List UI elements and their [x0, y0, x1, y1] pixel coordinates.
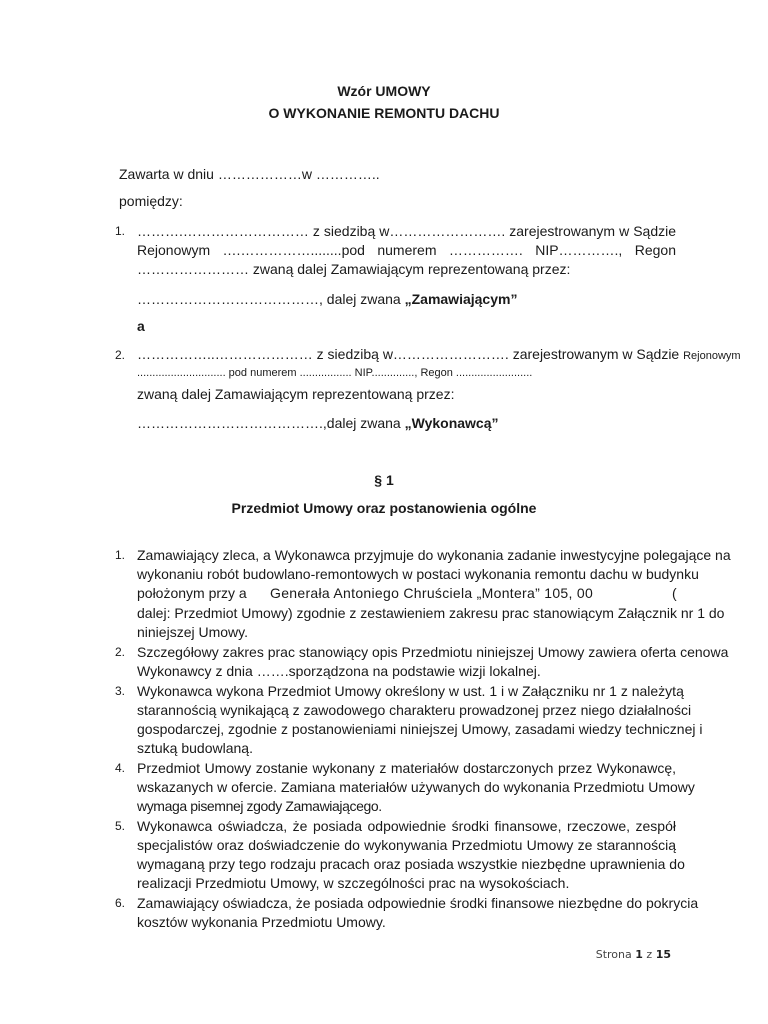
item-5-line: specjalistów oraz doświadczenie do wykonywania Przedmiotu Umowy ze starannością [137, 837, 676, 853]
party2-line2: ............................. pod numerem ................. NIP.............., Regon ......................... [137, 367, 533, 379]
item-1-paren: ( [672, 585, 677, 601]
party1-line1: ……….……………………… z siedzibą w……………………. zarejestrowanym w Sądzie [137, 223, 676, 239]
document-title: Wzór UMOWY [337, 83, 431, 99]
item-3-number: 3. [115, 684, 126, 698]
party1-line2: Rejonowym ….……………........pod numerem ……………. NIP…………., Regon [137, 242, 676, 258]
item-4-line: Przedmiot Umowy zostanie wykonany z materiałów dostarczonych przez Wykonawcę, [137, 760, 676, 776]
item-1-line: Zamawiający zleca, a Wykonawca przyjmuje do wykonania zadanie inwestycyjne polegające na [137, 547, 731, 563]
item-3-line: starannością wynikającą z zawodowego charakteru prowadzonej przez niego działalności [137, 702, 692, 718]
item-3-line: gospodarczej, zgodnie z postanowieniami niniejszej Umowy, zasadami wiedzy technicznej i [137, 721, 703, 737]
item-4-line: wskazanych w ofercie. Zamiana materiałów używanych do wykonania Przedmiotu Umowy [137, 779, 695, 795]
party1-representative: …………………………………, dalej zwana [137, 291, 405, 307]
party1-line3: …………………… zwaną dalej Zamawiającym reprezentowaną przez: [137, 261, 571, 277]
footer-page-total: 15 [655, 948, 671, 961]
footer-of-label: z [646, 948, 653, 961]
item-6-number: 6. [115, 896, 126, 910]
party1-number: 1. [115, 224, 126, 238]
party2-line4 [137, 414, 499, 433]
party2-line1 [137, 345, 741, 366]
item-3-line: sztuką budowlaną. [137, 740, 253, 756]
party1-role: „Zamawiającym” [404, 291, 518, 307]
item-5-number: 5. [115, 819, 126, 833]
section-title: Przedmiot Umowy oraz postanowienia ogólne [231, 500, 537, 516]
intro-between: pomiędzy: [119, 193, 183, 209]
item-1-address: Generała Antoniego Chruściela „Montera” 105, 00 [270, 585, 594, 601]
document-subtitle: O WYKONANIE REMONTU DACHU [268, 105, 500, 121]
item-5-line: Wykonawca oświadcza, że posiada odpowiednie środki finansowe, rzeczowe, zespół [137, 818, 676, 834]
and-separator: a [137, 318, 145, 334]
party2-line3: zwaną dalej Zamawiającym reprezentowaną przez: [137, 386, 455, 402]
item-1-line: dalej: Przedmiot Umowy) zgodnie z zestawieniem zakresu prac stanowiącym Załącznik nr 1 do [137, 605, 725, 621]
item-3-line: Wykonawca wykona Przedmiot Umowy określony w ust. 1 i w Załączniku nr 1 z należytą [137, 683, 684, 699]
footer-page-number: 1 [635, 948, 643, 961]
party2-representative: ………………………………….,dalej zwana [137, 415, 405, 431]
item-4-line: wymaga pisemnej zgody Zamawiającego. [137, 798, 382, 814]
item-2-line: Szczegółowy zakres prac stanowiący opis Przedmiotu niniejszej Umowy zawiera oferta cenowa [137, 644, 729, 660]
item-6-line: Zamawiający oświadcza, że posiada odpowiednie środki finansowe niezbędne do pokrycia [137, 895, 699, 911]
item-1-line: wykonaniu robót budowlano-remontowych w postaci wykonania remontu dachu w budynku [137, 566, 699, 582]
item-2-number: 2. [115, 645, 126, 659]
section-symbol: § 1 [374, 472, 394, 488]
item-1-line: niniejszej Umowy. [137, 624, 248, 640]
item-6-line: kosztów wykonania Przedmiotu Umowy. [137, 914, 386, 930]
party2-number: 2. [115, 348, 126, 362]
item-1-number: 1. [115, 548, 126, 562]
footer-page-label: Strona [595, 948, 632, 961]
item-5-line: realizacji Przedmiotu Umowy, w szczególności prac na wysokościach. [137, 875, 570, 891]
page-footer [596, 948, 671, 961]
item-2-line: Wykonawcy z dnia …….sporządzona na podstawie wizji lokalnej. [137, 663, 541, 679]
party2-line1-small: Rejonowym [683, 350, 741, 362]
party1-line4 [137, 290, 517, 309]
item-5-line: wymaganą przy tego rodzaju pracach oraz posiada wszystkie niezbędne uprawnienia do [137, 856, 685, 872]
item-4-number: 4. [115, 761, 126, 775]
party2-line1-main: ……………..………………… z siedzibą w……………………. zarejestrowanym w Sądzie [137, 346, 684, 362]
intro-date-place: Zawarta w dniu ………………w ………….. [119, 166, 380, 182]
item-1-line3-a: położonym przy a [137, 585, 247, 601]
party2-role: „Wykonawcą” [404, 415, 499, 431]
